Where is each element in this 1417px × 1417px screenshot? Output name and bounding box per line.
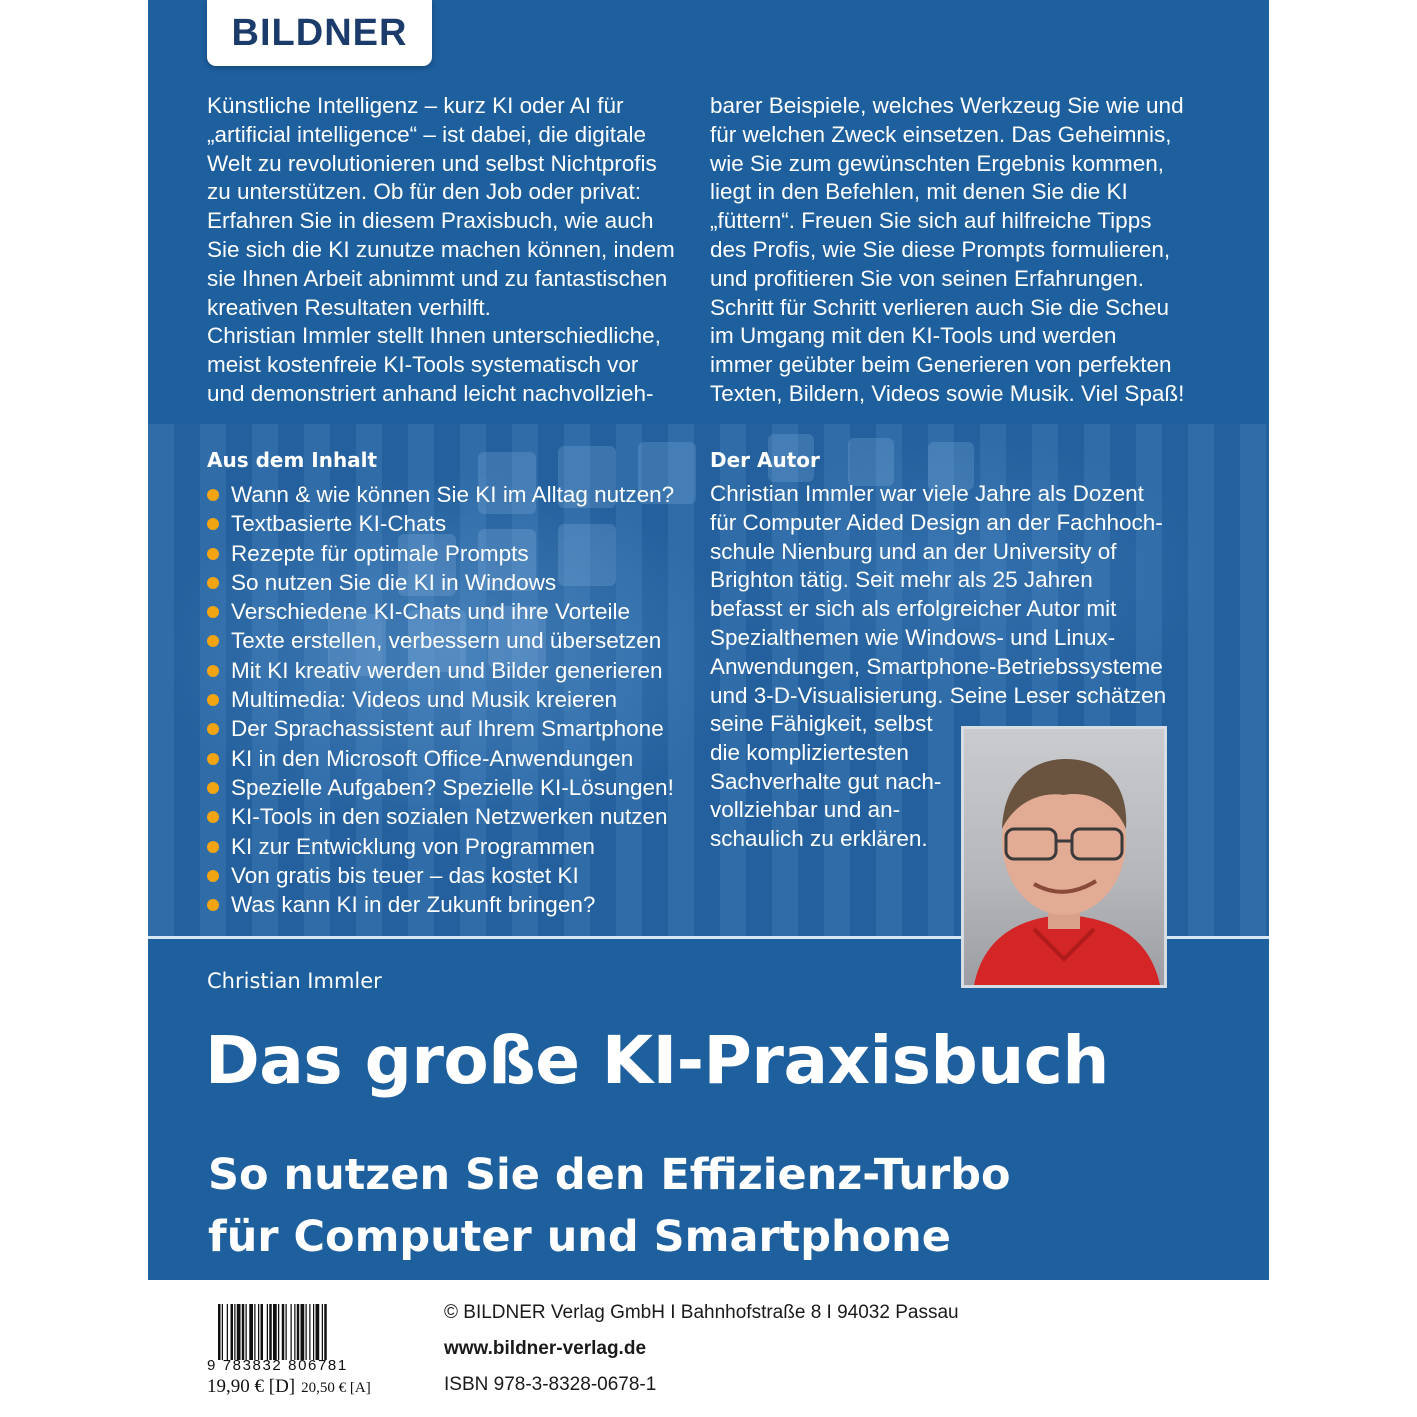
contents-list-item xyxy=(207,714,674,743)
bullet-dot-icon xyxy=(207,489,219,501)
author-portrait-illustration xyxy=(964,729,1164,985)
barcode-bar xyxy=(324,1304,327,1360)
contents-list xyxy=(207,480,674,919)
price-label xyxy=(207,1376,371,1398)
contents-item-text: Textbasierte KI-Chats xyxy=(231,511,447,537)
contents-list-item xyxy=(207,568,674,597)
contents-list-item xyxy=(207,890,674,919)
barcode-number: 9 783832 806781 xyxy=(207,1357,348,1374)
contents-list-item xyxy=(207,509,674,538)
barcode-bar xyxy=(222,1304,223,1360)
barcode-bar xyxy=(301,1304,305,1360)
barcode-bar xyxy=(294,1304,295,1360)
barcode-bar xyxy=(258,1304,259,1360)
contents-item-text: Texte erstellen, verbessern und übersetzen xyxy=(231,628,662,654)
bullet-dot-icon xyxy=(207,870,219,882)
barcode-bar xyxy=(227,1304,228,1360)
bullet-dot-icon xyxy=(207,606,219,618)
contents-item-text: Spezielle Aufgaben? Spezielle KI-Lösungen! xyxy=(231,774,674,800)
bullet-dot-icon xyxy=(207,753,219,765)
book-title: Das große KI-Praxisbuch xyxy=(205,1022,1109,1099)
contents-list-item xyxy=(207,597,674,626)
barcode-bar xyxy=(316,1304,320,1360)
subtitle-line-1: So nutzen Sie den Effizienz-Turbo xyxy=(208,1150,1011,1200)
price-germany: 19,90 € [D] xyxy=(207,1376,296,1397)
contents-heading: Aus dem Inhalt xyxy=(207,448,378,472)
barcode-bar xyxy=(237,1304,241,1360)
contents-list-item xyxy=(207,626,674,655)
contents-list-item xyxy=(207,480,674,509)
contents-item-text: Multimedia: Videos und Musik kreieren xyxy=(231,687,618,713)
bullet-dot-icon xyxy=(207,841,219,853)
author-bio-continued: seine Fähigkeit, selbst die kompliziertesten Sachverhalte gut nach- vollziehbar und an- schaulich zu erklären. xyxy=(710,711,942,852)
price-austria: 20,50 € [A] xyxy=(301,1380,371,1396)
bullet-dot-icon xyxy=(207,811,219,823)
contents-item-text: Der Sprachassistent auf Ihrem Smartphone xyxy=(231,716,664,742)
bullet-dot-icon xyxy=(207,665,219,677)
contents-list-item xyxy=(207,773,674,802)
barcode-bar xyxy=(261,1304,264,1360)
barcode-bar xyxy=(297,1304,300,1360)
subtitle-line-2: für Computer und Smartphone xyxy=(208,1212,951,1262)
barcode-bar xyxy=(286,1304,287,1360)
publisher-logo xyxy=(207,0,432,66)
barcode-bar xyxy=(282,1304,285,1360)
barcode-bar xyxy=(278,1304,279,1360)
contents-item-text: Verschiedene KI-Chats und ihre Vorteile xyxy=(231,599,630,625)
contents-item-text: Wann & wie können Sie KI im Alltag nutzen? xyxy=(231,482,675,507)
intro-text-left: Künstliche Intelligenz – kurz KI oder AI für „artificial intelligence“ – ist dabei, die digitale Welt zu revolutionieren und selbst Nichtprofis zu unterstützen. Ob für den Job oder privat: Erfahren Sie in diesem Praxisbuch, wie auch Sie sich die KI zunutze machen können, indem sie Ihnen Arbeit abnimmt und zu fantastischen kreativen Resultaten verhilft. Christian Immler stellt Ihnen unterschiedliche, meist kostenfreie KI-Tools systematisch vor und demonstriert anhand leicht nachvollzieh- xyxy=(207,93,675,406)
contents-item-text: KI-Tools in den sozialen Netzwerken nutzen xyxy=(231,804,668,830)
barcode-bar xyxy=(234,1304,235,1360)
author-bio: Christian Immler war viele Jahre als Dozent für Computer Aided Design an der Fachhoch- schule Nienburg und an der University of Brighton tätig. Seit mehr als 25 Jahren befasst er sich als erfolgreicher Autor mit Spezialthemen wie Windows- und Linux- Anwendungen, Smartphone-Betriebssysteme und 3-D-Visualisierung. Seine Leser schätzen xyxy=(710,481,1167,708)
book-subtitle xyxy=(208,1144,1011,1268)
author-heading: Der Autor xyxy=(710,448,820,472)
author-name: Christian Immler xyxy=(207,969,382,993)
barcode-bar xyxy=(291,1304,292,1360)
barcode-bar xyxy=(306,1304,307,1360)
publisher-address: © BILDNER Verlag GmbH I Bahnhofstraße 8 I 94032 Passau xyxy=(444,1302,959,1323)
contents-list-item xyxy=(207,744,674,773)
barcode-bar xyxy=(218,1304,221,1360)
contents-list-item xyxy=(207,832,674,861)
isbn-text: ISBN 978-3-8328-0678-1 xyxy=(444,1374,657,1395)
bullet-dot-icon xyxy=(207,899,219,911)
contents-item-text: Rezepte für optimale Prompts xyxy=(231,540,529,566)
contents-item-text: Was kann KI in der Zukunft bringen? xyxy=(231,892,596,918)
contents-list-item xyxy=(207,802,674,831)
intro-text-right: barer Beispiele, welches Werkzeug Sie wie und für welchen Zweck einsetzen. Das Geheimnis, wie Sie zum gewünschten Ergebnis kommen, liegt in den Befehlen, mit denen Sie die KI „füttern“. Freuen Sie sich auf hilfreiche Tipps des Profis, wie Sie diese Prompts formulieren, und profitieren Sie von seinen Erfahrungen. Schritt für Schritt verlieren auch Sie die Scheu im Umgang mit den KI-Tools und werden immer geübter beim Generieren von perfekten Texten, Bildern, Videos sowie Musik. Viel Spaß! xyxy=(710,93,1185,406)
contents-list-item xyxy=(207,861,674,890)
barcode-bar xyxy=(267,1304,268,1360)
contents-list-item xyxy=(207,539,674,568)
barcode-bar xyxy=(246,1304,247,1360)
bullet-dot-icon xyxy=(207,723,219,735)
barcode-bar xyxy=(313,1304,314,1360)
keyboard-key-shape xyxy=(848,438,894,486)
isbn-barcode xyxy=(218,1304,362,1360)
contents-item-text: So nutzen Sie die KI in Windows xyxy=(231,569,557,595)
contents-item-text: KI in den Microsoft Office-Anwendungen xyxy=(231,745,634,771)
contents-list-item xyxy=(207,656,674,685)
barcode-bar xyxy=(273,1304,277,1360)
barcode-bar xyxy=(309,1304,310,1360)
barcode-bar xyxy=(254,1304,255,1360)
bullet-dot-icon xyxy=(207,518,219,530)
bullet-dot-icon xyxy=(207,782,219,794)
publisher-website-link[interactable]: www.bildner-verlag.de xyxy=(444,1338,647,1359)
bullet-dot-icon xyxy=(207,635,219,647)
publisher-logo-text: BILDNER xyxy=(231,11,408,54)
contents-item-text: Von gratis bis teuer – das kostet KI xyxy=(231,862,579,888)
barcode-bar xyxy=(322,1304,323,1360)
author-photo xyxy=(961,726,1167,988)
contents-item-text: KI zur Entwicklung von Programmen xyxy=(231,833,595,859)
bullet-dot-icon xyxy=(207,694,219,706)
barcode-bar xyxy=(269,1304,272,1360)
barcode-bar xyxy=(242,1304,245,1360)
contents-list-item xyxy=(207,685,674,714)
contents-item-text: Mit KI kreativ werden und Bilder generieren xyxy=(231,657,663,683)
bullet-dot-icon xyxy=(207,548,219,560)
barcode-bar xyxy=(249,1304,253,1360)
bullet-dot-icon xyxy=(207,577,219,589)
barcode-bar xyxy=(231,1304,234,1360)
